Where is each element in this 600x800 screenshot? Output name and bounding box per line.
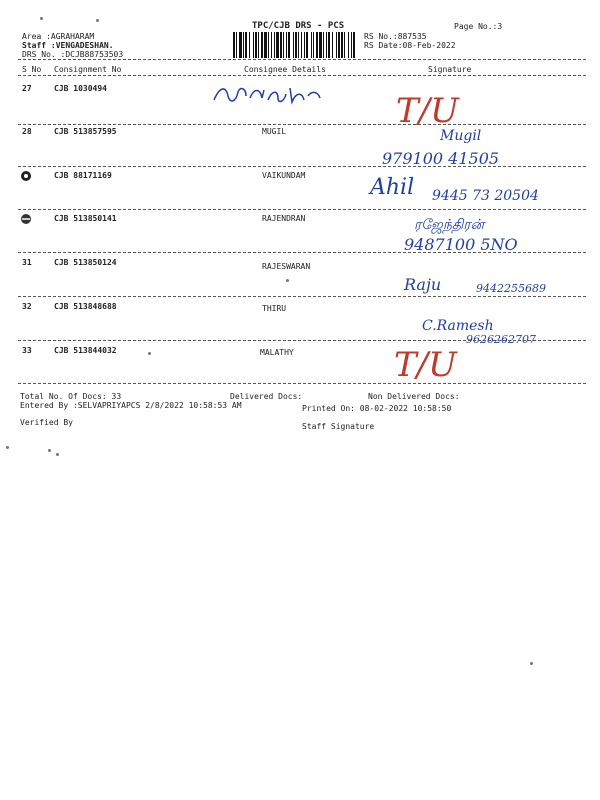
scan-speck (48, 449, 51, 452)
scan-speck (148, 352, 151, 355)
drs-number: DRS No. :DCJB88753503 (22, 50, 124, 59)
barcode-bar (301, 32, 302, 58)
non-delivered-docs: Non Delivered Docs: (368, 392, 460, 401)
barcode-bar (276, 32, 279, 58)
barcode-bar (268, 32, 269, 58)
barcode-bar (271, 32, 272, 58)
barcode-bar (236, 32, 237, 58)
barcode-bar (255, 32, 257, 58)
barcode-bar (286, 32, 287, 58)
barcode-bar (326, 32, 327, 58)
signature-phone-text: 9487100 5NO (404, 235, 518, 254)
col-header-consignment: Consignment No (54, 65, 122, 74)
verified-by-label: Verified By (20, 418, 73, 427)
barcode-bar (258, 32, 259, 58)
page-number: Page No.:3 (454, 22, 503, 31)
signature-phone-text: 9445 73 20504 (432, 188, 539, 204)
row-sno: 28 (22, 127, 32, 136)
signature-text: Raju (404, 275, 442, 294)
signature-text: Ahil (370, 175, 415, 200)
row-sno: 31 (22, 258, 32, 267)
row-consignment-no: CJB 513848688 (54, 302, 117, 311)
barcode-bar (249, 32, 250, 58)
barcode-bar (306, 32, 308, 58)
row-consignment-no: CJB 513844032 (54, 346, 117, 355)
barcode-bar (239, 32, 242, 58)
row-sno: 27 (22, 84, 32, 93)
row-sno-blot (20, 213, 34, 227)
document-title: TPC/CJB DRS - PCS (252, 21, 345, 31)
barcode-bar (351, 32, 352, 58)
rs-number: RS No.:887535 (364, 32, 427, 41)
row-divider (18, 340, 586, 341)
row-divider (18, 252, 586, 253)
barcode-image (232, 32, 358, 58)
barcode-bar (243, 32, 244, 58)
row-consignment-no: CJB 513857595 (54, 127, 117, 136)
barcode-bar (233, 32, 235, 58)
row-consignee: MUGIL (262, 127, 287, 136)
row-consignee: VAIKUNDAM (262, 171, 306, 180)
scan-speck (96, 19, 99, 22)
col-header-signature: Signature (428, 65, 472, 74)
barcode-bar (295, 32, 297, 58)
row-consignment-no: CJB 88171169 (54, 171, 112, 180)
rs-date: RS Date:08-Feb-2022 (364, 41, 456, 50)
area-label: Area :AGRAHARAM (22, 32, 95, 41)
barcode-bar (353, 32, 355, 58)
barcode-bar (338, 32, 340, 58)
barcode-bar (341, 32, 343, 58)
scan-speck (6, 446, 9, 449)
column-header-divider (18, 75, 586, 76)
barcode-bar (293, 32, 294, 58)
staff-signature-label: Staff Signature (302, 422, 375, 431)
row-sno: 33 (22, 346, 32, 355)
signature-tu-red (394, 344, 464, 388)
barcode-bar (319, 32, 322, 58)
barcode-bar (245, 32, 247, 58)
col-header-consignee: Consignee Details (244, 65, 326, 74)
row-consignee: THIRU (262, 304, 287, 313)
barcode-bar (313, 32, 314, 58)
barcode-bar (261, 32, 263, 58)
barcode-bar (288, 32, 290, 58)
row-sno: 32 (22, 302, 32, 311)
barcode-bar (304, 32, 305, 58)
scan-speck (530, 662, 533, 665)
row-divider (18, 166, 586, 167)
handwritten-phone (476, 280, 586, 302)
signature-phone-text: 9626262707 (466, 333, 536, 346)
barcode-bar (264, 32, 267, 58)
barcode-bar (253, 32, 254, 58)
handwritten-phone (404, 234, 534, 260)
barcode-bar (283, 32, 284, 58)
barcode-bar (311, 32, 312, 58)
signature-phone-text: 979100 41505 (382, 149, 500, 168)
signature-text: C.Ramesh (422, 318, 494, 334)
scan-speck (56, 453, 59, 456)
signature-phone-text: 9442255689 (476, 282, 546, 295)
barcode-bar (328, 32, 330, 58)
printed-on: Printed On: 08-02-2022 10:58:50 (302, 404, 452, 413)
row-consignee: RAJESWARAN (262, 262, 311, 271)
barcode-bar (274, 32, 275, 58)
scan-speck (286, 279, 289, 282)
handwritten-consignee-signature (212, 82, 324, 112)
barcode-bar (332, 32, 333, 58)
handwritten-signature (370, 172, 440, 206)
barcode-bar (336, 32, 337, 58)
row-divider (18, 296, 586, 297)
handwritten-signature (440, 126, 530, 150)
row-divider (18, 124, 586, 125)
col-header-sno: S No (22, 65, 42, 74)
row-consignee: RAJENDRAN (262, 214, 306, 223)
signature-text: Mugil (440, 128, 482, 144)
row-divider (18, 209, 586, 210)
table-bottom-divider (18, 383, 586, 384)
signature-text: T/U (394, 345, 457, 385)
staff-label: Staff :VENGADESHAN. (22, 41, 114, 50)
handwritten-phone (382, 148, 532, 174)
row-consignment-no: CJB 513850141 (54, 214, 117, 223)
row-consignee: MALATHY (260, 348, 294, 357)
barcode-bar (323, 32, 324, 58)
entered-by: Entered By :SELVAPRIYAPCS 2/8/2022 10:58:53 AM (20, 401, 242, 410)
barcode-bar (316, 32, 318, 58)
signature-text: ரஜேந்திரன் (414, 217, 485, 233)
barcode-bar (298, 32, 299, 58)
row-consignment-no: CJB 1030494 (54, 84, 107, 93)
signature-text: T/U (396, 91, 459, 131)
barcode-bar (348, 32, 349, 58)
total-docs: Total No. Of Docs: 33 (20, 392, 122, 401)
row-consignment-no: CJB 513850124 (54, 258, 117, 267)
barcode-bar (280, 32, 282, 58)
header-divider (18, 59, 586, 60)
row-sno-blot (20, 170, 34, 184)
barcode-bar (344, 32, 345, 58)
delivered-docs: Delivered Docs: (230, 392, 303, 401)
scan-speck (40, 17, 43, 20)
handwritten-phone (466, 330, 576, 352)
